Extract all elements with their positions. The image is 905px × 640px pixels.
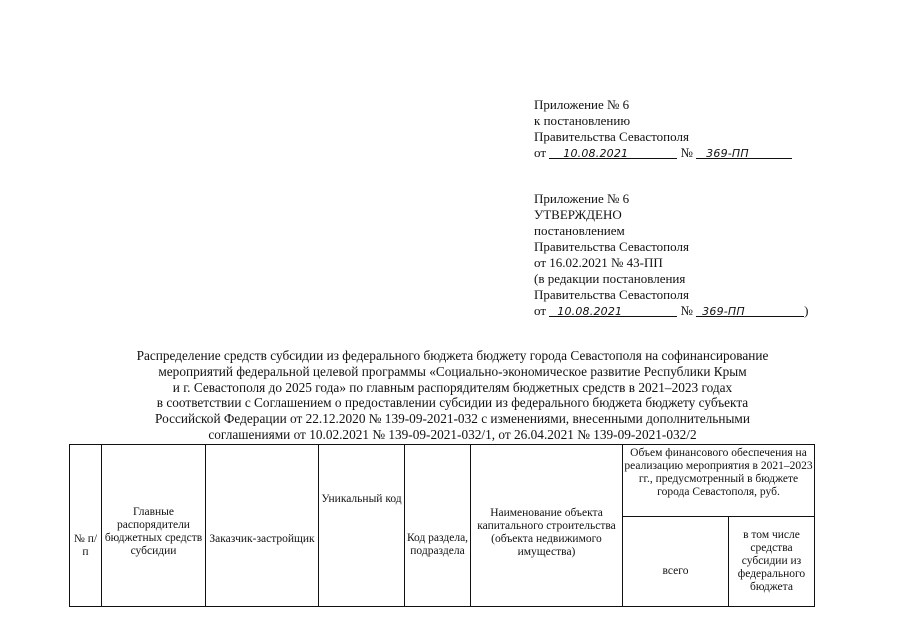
closing-paren: ) bbox=[804, 303, 809, 318]
number-field bbox=[696, 303, 804, 317]
title-line: Российской Федерации от 22.12.2020 № 139-09-2021-032 с изменениями, внесенными дополнительными bbox=[155, 411, 750, 427]
handwritten-number: 369-ПП bbox=[706, 147, 749, 160]
header-unique-code: Уникальный код bbox=[319, 457, 405, 607]
handwritten-date: 10.08.2021 bbox=[563, 147, 629, 160]
date-field bbox=[549, 303, 677, 317]
annex-approved-line2: УТВЕРЖДЕНО bbox=[534, 207, 622, 222]
handwritten-date: 10.08.2021 bbox=[557, 305, 623, 318]
annex-top-date-line bbox=[534, 145, 792, 161]
annex-top-line2: к постановлению bbox=[534, 113, 631, 128]
header-federal-share: в том числе средства субсидии из федерального бюджета bbox=[729, 517, 815, 607]
from-label: от bbox=[534, 145, 547, 160]
title-line: Распределение средств субсидии из федерального бюджета бюджету города Севастополя на софинансирование bbox=[136, 348, 769, 363]
date-field bbox=[549, 145, 677, 159]
annex-approved-line3: постановлением bbox=[534, 223, 625, 238]
document-title bbox=[70, 348, 835, 443]
title-line: и г. Севастополя до 2025 года» по главным распорядителям бюджетных средств в 2021–2023 годах bbox=[172, 379, 733, 395]
header-finance: Объем финансового обеспечения на реализацию мероприятия в 2021–2023 гг., предусмотренный в бюджете города Севастополя, руб. bbox=[623, 445, 815, 517]
annex-approved-line5: от 16.02.2021 № 43-ПП bbox=[534, 255, 663, 270]
number-field bbox=[696, 145, 792, 159]
annex-approved-block bbox=[534, 191, 809, 319]
header-section-code: Код раздела, подраздела bbox=[405, 457, 471, 607]
header-num: № п/п bbox=[70, 457, 102, 607]
title-line: в соответствии с Соглашением о предоставлении субсидии из федерального бюджета бюджету субъекта bbox=[156, 395, 749, 411]
annex-approved-line7: Правительства Севастополя bbox=[534, 287, 689, 302]
annex-approved-date-line bbox=[534, 303, 809, 319]
number-label: № bbox=[680, 303, 693, 318]
annex-approved-line1: Приложение № 6 bbox=[534, 191, 630, 206]
header-total: всего bbox=[623, 517, 729, 607]
header-object-name: Наименование объекта капитального строительства (объекта недвижимого имущества) bbox=[471, 457, 623, 607]
number-label: № bbox=[680, 145, 693, 160]
annex-top-line3: Правительства Севастополя bbox=[534, 129, 689, 144]
from-label: от bbox=[534, 303, 547, 318]
title-line: мероприятий федеральной целевой программы «Социально-экономическое развитие Республики Крым bbox=[158, 363, 747, 379]
header-managers: Главные распорядители бюджетных средств субсидии bbox=[102, 457, 206, 607]
handwritten-number: 369-ПП bbox=[702, 305, 745, 318]
annex-approved-line6: (в редакции постановления bbox=[534, 271, 686, 286]
header-customer: Заказчик-застройщик bbox=[206, 457, 319, 607]
annex-top-block bbox=[534, 97, 792, 161]
title-line: соглашениями от 10.02.2021 № 139-09-2021-032/1, от 26.04.2021 № 139-09-2021-032/2 bbox=[208, 426, 697, 442]
annex-approved-line4: Правительства Севастополя bbox=[534, 239, 689, 254]
distribution-table bbox=[69, 444, 815, 607]
annex-top-line1: Приложение № 6 bbox=[534, 97, 630, 112]
